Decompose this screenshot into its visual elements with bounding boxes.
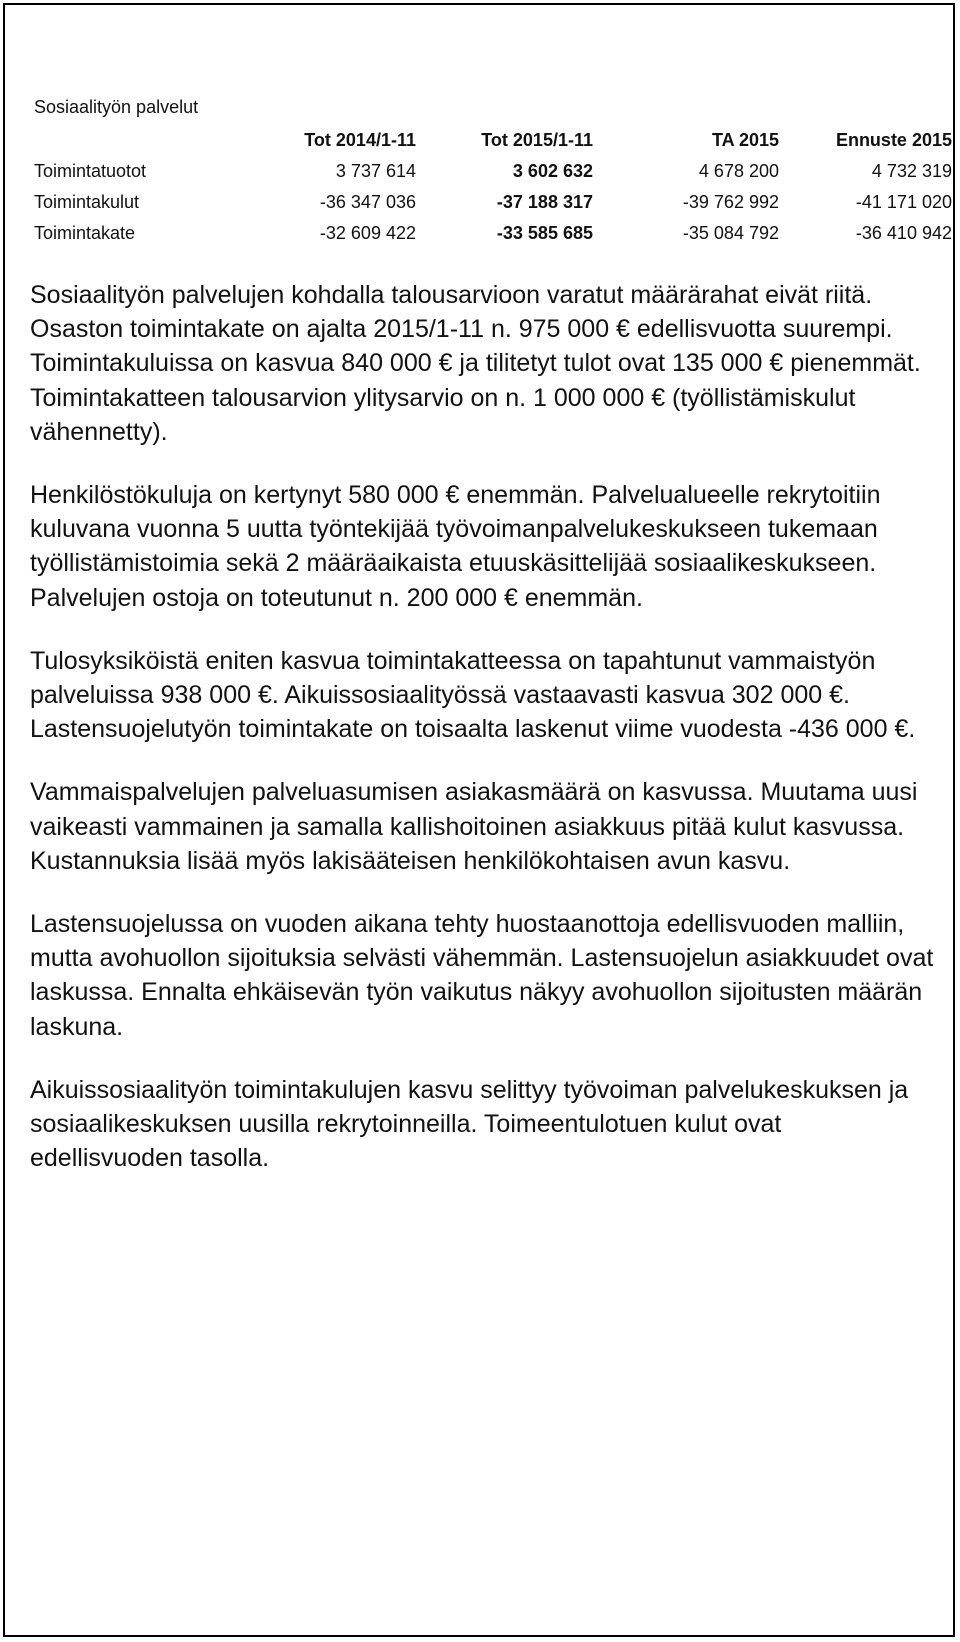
table-header-ennuste-2015: Ennuste 2015 [835, 130, 952, 150]
body-text [30, 278, 935, 1175]
table-header-label [34, 125, 224, 156]
table-header-tot-2014: Tot 2014/1-11 [304, 130, 416, 150]
table-row [34, 218, 952, 249]
row-label: Toimintatuotot [34, 161, 147, 181]
table-row [34, 156, 952, 187]
cell-value: -33 585 685 [496, 223, 593, 243]
cell-value: -36 347 036 [319, 192, 416, 212]
paragraph-budget-overrun: Sosiaalityön palvelujen kohdalla talousarvioon varatut määrärahat eivät riitä. Osaston toimintakate on ajalta 2015/1-11 n. 975 000 € edellisvuotta suurempi. Toimintakuluissa on kasvua 840 000 € ja tilitetyt tulot ovat 135 000 € pienemmät. Toimintakatteen talousarvion ylitysarvio on n. 1 000 000 € (työllistämiskulut vähennetty). [30, 281, 921, 446]
paragraph-unit-growth: Tulosyksiköistä eniten kasvua toimintakatteessa on tapahtunut vammaistyön palveluissa 938 000 €. Aikuissosiaalityössä vastaavasti kasvua 302 000 €. Lastensuojelutyön toimintakate on toisaalta laskenut viime vuodesta -436 000 €. [30, 646, 916, 744]
cell-value: 3 602 632 [512, 161, 593, 181]
table-header-ta-2015: TA 2015 [711, 130, 779, 150]
table-header-row [34, 125, 952, 156]
paragraph-child-welfare: Lastensuojelussa on vuoden aikana tehty huostaanottoja edellisvuoden malliin, mutta avohuollon sijoituksia selvästi vähemmän. Lastensuojelun asiakkuudet ovat laskussa. Ennalta ehkäisevän työn vaikutus näkyy avohuollon sijoitusten määrän laskuna. [30, 910, 934, 1041]
row-label: Toimintakulut [34, 192, 140, 212]
cell-value: -39 762 992 [682, 192, 779, 212]
cell-value: 4 732 319 [871, 161, 952, 181]
financial-table [34, 125, 952, 249]
paragraph-disability-services: Vammaispalvelujen palveluasumisen asiakasmäärä on kasvussa. Muutama uusi vaikeasti vammainen ja samalla kallishoitoinen asiakkuus pitää kulut kasvussa. Kustannuksia lisää myös lakisääteisen henkilökohtaisen avun kasvu. [30, 778, 918, 875]
cell-value: -36 410 942 [855, 223, 952, 243]
cell-value: -35 084 792 [682, 223, 779, 243]
paragraph-personnel-costs: Henkilöstökuluja on kertynyt 580 000 € enemmän. Palvelualueelle rekrytoitiin kuluvana vuonna 5 uutta työntekijää työvoimanpalvelukeskukseen tukemaan työllistämistoimia sekä 2 määräaikaista etuuskäsittelijää sosiaalikeskukseen. Palvelujen ostoja on toteutunut n. 200 000 € enemmän. [30, 481, 881, 612]
table-row [34, 187, 952, 218]
cell-value: -32 609 422 [319, 223, 416, 243]
cell-value: -41 171 020 [855, 192, 952, 212]
table-header-tot-2015: Tot 2015/1-11 [481, 130, 593, 150]
row-label: Toimintakate [34, 223, 136, 243]
cell-value: 4 678 200 [698, 161, 779, 181]
cell-value: 3 737 614 [335, 161, 416, 181]
cell-value: -37 188 317 [496, 192, 593, 212]
section-title: Sosiaalityön palvelut [34, 97, 199, 117]
paragraph-adult-social-work: Aikuissosiaalityön toimintakulujen kasvu selittyy työvoiman palvelukeskuksen ja sosiaalikeskuksen uusilla rekrytoinneilla. Toimeentulotuen kulut ovat edellisvuoden tasolla. [30, 1075, 909, 1173]
